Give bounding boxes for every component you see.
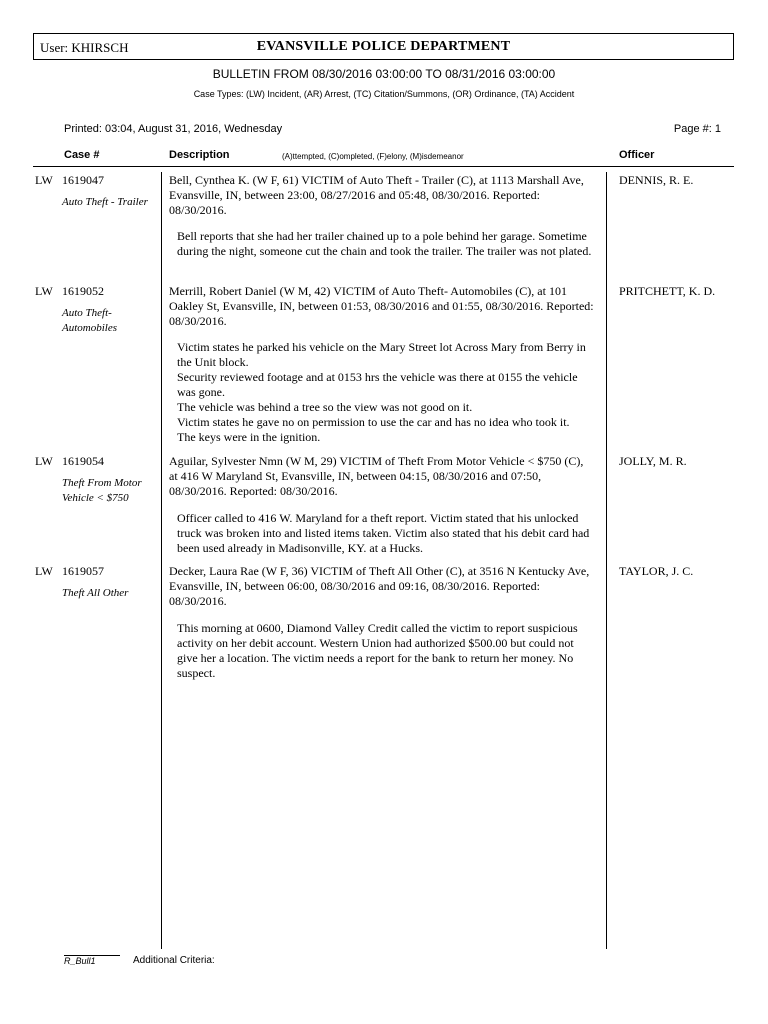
column-header-description: Description [169,149,230,161]
case-number: 1619052 [62,284,104,298]
case-type-code: LW [35,284,53,298]
case-narrative: This morning at 0600, Diamond Valley Credit called the victim to report suspicious activity on her debit account. Western Union had authorized $500.00 but could not give her a location. The victim needs a report for the bank to return her money. No suspect. [177,621,578,680]
case-type-code: LW [35,564,53,578]
case-number: 1619054 [62,454,104,468]
offense-type: Auto Theft- Automobiles [62,307,117,334]
case-description: Bell, Cynthea K. (W F, 61) VICTIM of Auto Theft - Trailer (C), at 1113 Marshall Ave, Evansville, IN, between 23:00, 08/27/2016 and 05:48, 08/30/2016. Reported: 08/30/2016. [169,173,584,217]
case-types: Case Types: (LW) Incident, (AR) Arrest, (TC) Citation/Summons, (OR) Ordinance, (TA) Accident [193,89,575,99]
case-narrative: Victim states he parked his vehicle on the Mary Street lot Across Mary from Berry in the Unit block. Security reviewed footage and at 0153 hrs the vehicle was there at 0155 the vehicle was gone. The vehicle was behind a tree so the view was not good on it. Victim states he gave no on permission to use the car and has no idea who took it. The keys were in the ignition. [177,340,586,444]
case-description: Decker, Laura Rae (W F, 36) VICTIM of Theft All Other (C), at 3516 N Kentucky Ave, Evansville, IN, between 06:00, 08/30/2016 and 09:16, 08/30/2016. Reported: 08/30/2016. [169,564,590,608]
case-description: Merrill, Robert Daniel (W M, 42) VICTIM of Auto Theft- Automobiles (C), at 101 Oakley St, Evansville, IN, between 01:53, 08/30/2016 and 01:55, 08/30/2016. Reported: 08/30/2016. [169,284,594,328]
column-divider-left [161,172,162,949]
report-code: R_Bull1 [64,956,96,966]
bulletin-range: BULLETIN FROM 08/30/2016 03:00:00 TO 08/31/2016 03:00:00 [212,67,556,81]
case-number: 1619047 [62,173,104,187]
page-number: Page #: 1 [673,123,721,135]
case-type-code: LW [35,454,53,468]
offense-type: Theft From Motor Vehicle < $750 [62,477,142,504]
column-divider-right [606,172,607,949]
header-divider [33,166,734,167]
column-header-officer: Officer [619,149,655,161]
case-description: Aguilar, Sylvester Nmn (W M, 29) VICTIM of Theft From Motor Vehicle < $750 (C), at 416 W Maryland St, Evansville, IN, between 04:15, 08/30/2016 and 07:50, 08/30/2016. Reported: 08/30/2016. [169,454,584,498]
offense-type: Theft All Other [62,587,129,599]
officer-name: PRITCHETT, K. D. [619,284,716,298]
case-narrative: Bell reports that she had her trailer chained up to a pole behind her garage. Sometime during the night, someone cut the chain and took the trailer. The trailer was not plated. [177,229,592,258]
department-title: EVANSVILLE POLICE DEPARTMENT [256,39,511,54]
officer-name: JOLLY, M. R. [619,454,687,468]
officer-name: DENNIS, R. E. [619,173,694,187]
case-number: 1619057 [62,564,104,578]
column-legend: (A)ttempted, (C)ompleted, (F)elony, (M)isdemeanor [282,152,464,161]
officer-name: TAYLOR, J. C. [619,564,694,578]
column-header-case: Case # [64,149,100,161]
header-box [33,33,734,60]
case-narrative: Officer called to 416 W. Maryland for a theft report. Victim stated that his unlocked truck was broken into and listed items taken. Victim also stated that his debit card had been used already in Madisonville, KY. at a Hucks. [177,511,590,555]
user-label: User: KHIRSCH [40,40,129,55]
offense-type: Auto Theft - Trailer [62,196,148,208]
case-type-code: LW [35,173,53,187]
printed-timestamp: Printed: 03:04, August 31, 2016, Wednesday [64,123,283,135]
additional-criteria: Additional Criteria: [133,955,215,966]
